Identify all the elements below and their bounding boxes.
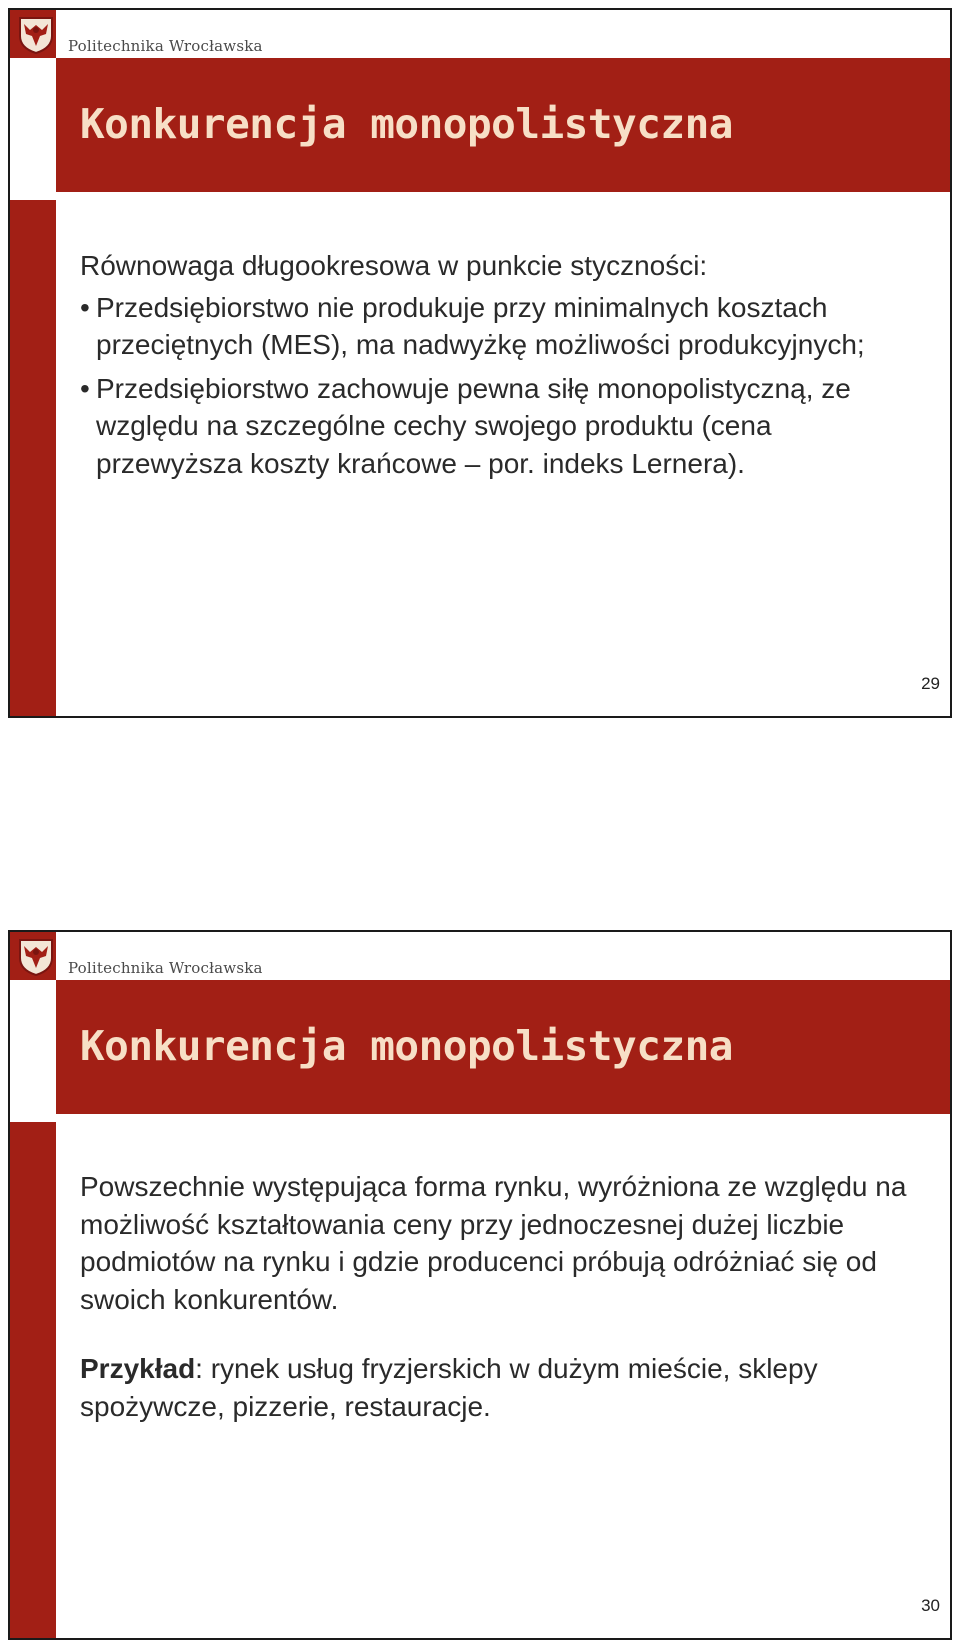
logo-text: Politechnika Wrocławska <box>68 959 263 977</box>
left-bar <box>10 200 56 716</box>
bullet-glyph: • <box>80 291 90 323</box>
shield-eagle-icon <box>18 16 54 54</box>
definition-paragraph: Powszechnie występująca forma rynku, wyróżniona ze względu na możliwość kształtowania ceny przy jednoczesnej dużej liczbie podmiotów na rynku i gdzie producenci próbują odróżniać się od swoich konkurentów. <box>80 1171 907 1315</box>
bullet-text: Przedsiębiorstwo nie produkuje przy minimalnych kosztach przeciętnych (MES), ma nadwyżkę możliwości produkcyjnych; <box>96 291 865 360</box>
left-bar <box>10 1122 56 1638</box>
bullet-glyph: • <box>80 372 90 404</box>
slide-title: Konkurencja monopolistyczna <box>80 1022 733 1070</box>
slide-body <box>80 1168 920 1457</box>
example-text: : rynek usług fryzjerskich w dużym mieście, sklepy spożywcze, pizzerie, restauracje. <box>80 1353 818 1422</box>
slide-29 <box>8 8 952 718</box>
slide-30 <box>8 930 952 1640</box>
shield-eagle-icon <box>18 938 54 976</box>
page-number: 29 <box>921 674 940 693</box>
intro-text: Równowaga długookresowa w punkcie styczności: <box>80 250 708 281</box>
bullet-list <box>80 289 920 483</box>
slide-title: Konkurencja monopolistyczna <box>80 100 733 148</box>
logo-text: Politechnika Wrocławska <box>68 37 263 55</box>
example-label: Przykład <box>80 1353 196 1384</box>
title-band <box>56 980 950 1114</box>
list-item <box>80 370 920 483</box>
logo <box>10 10 950 58</box>
example-paragraph <box>80 1350 920 1425</box>
bullet-text: Przedsiębiorstwo zachowuje pewna siłę monopolistyczną, ze względu na szczególne cechy swojego produktu (cena przewyższa koszty krańcowe – por. indeks Lernera). <box>96 372 851 479</box>
logo <box>10 932 950 980</box>
title-band <box>56 58 950 192</box>
page-number: 30 <box>921 1596 940 1615</box>
list-item <box>80 289 920 364</box>
slide-body <box>80 247 920 488</box>
